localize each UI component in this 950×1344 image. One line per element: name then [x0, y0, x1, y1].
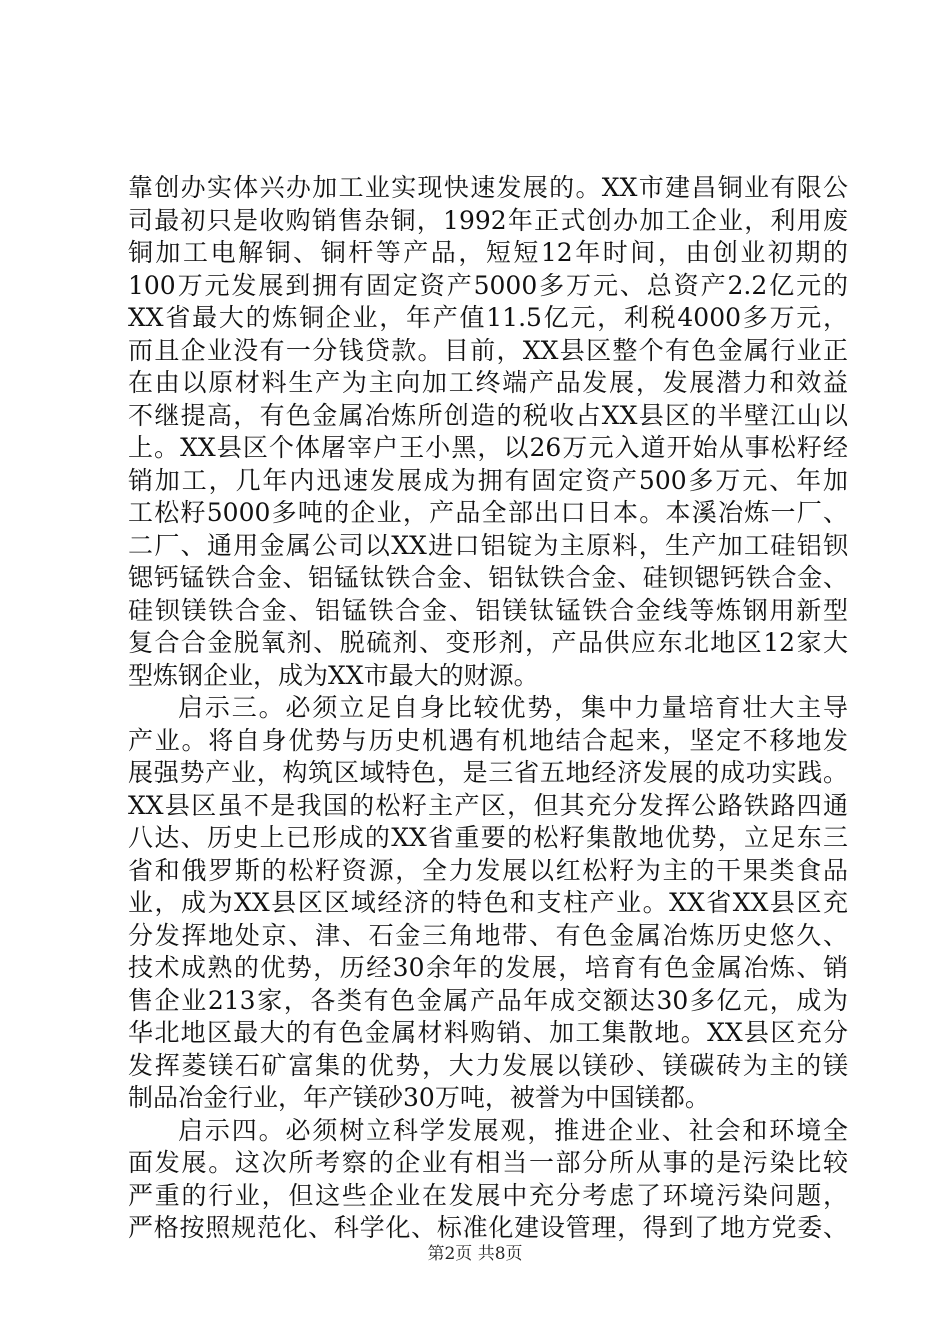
text-line: 华北地区最大的有色金属材料购销、加工集散地。XX县区充分 [128, 1018, 848, 1047]
text-line: XX县区虽不是我国的松籽主产区，但其充分发挥公路铁路四通 [128, 790, 848, 820]
text-line: 靠创办实体兴办加工业实现快速发展的。XX市建昌铜业有限公 [128, 173, 848, 202]
text-line: 型炼钢企业，成为XX市最大的财源。 [128, 660, 539, 690]
text-line: 在由以原材料生产为主向加工终端产品发展，发展潜力和效益 [128, 368, 848, 397]
text-line: 锶钙锰铁合金、铝锰钛铁合金、铝钛铁合金、硅钡锶钙铁合金、 [128, 563, 848, 592]
text-line: 业，成为XX县区区域经济的特色和支柱产业。XX省XX县区充 [128, 888, 848, 917]
text-line: 销加工，几年内迅速发展成为拥有固定资产500多万元、年加 [128, 465, 848, 495]
text-line: 二厂、通用金属公司以XX进口铝锭为主原料，生产加工硅铝钡 [128, 530, 848, 560]
text-line: 上。XX县区个体屠宰户王小黑，以26万元入道开始从事松籽经 [128, 433, 848, 462]
text-line: 100万元发展到拥有固定资产5000多万元、总资产2.2亿元的 [128, 270, 848, 300]
text-line: 司最初只是收购销售杂铜，1992年正式创办加工企业，利用废 [128, 205, 848, 235]
text-line: 工松籽5000多吨的企业，产品全部出口日本。本溪冶炼一厂、 [128, 498, 848, 527]
text-line: 发挥菱镁石矿富集的优势，大力发展以镁砂、镁碳砖为主的镁 [128, 1050, 848, 1080]
text-line: 启示四。必须树立科学发展观，推进企业、社会和环境全 [178, 1115, 848, 1145]
text-line: 铜加工电解铜、铜杆等产品，短短12年时间，由创业初期的 [128, 238, 848, 267]
body-text [128, 172, 848, 1245]
text-line: 八达、历史上已形成的XX省重要的松籽集散地优势，立足东三 [128, 823, 848, 852]
text-line: 分发挥地处京、津、石金三角地带、有色金属冶炼历史悠久、 [128, 920, 848, 950]
text-line: 不继提高，有色金属冶炼所创造的税收占XX县区的半壁江山以 [128, 400, 848, 430]
text-line: 展强势产业，构筑区域特色，是三省五地经济发展的成功实践。 [128, 758, 848, 787]
text-line: 硅钡镁铁合金、铝锰铁合金、铝镁钛锰铁合金线等炼钢用新型 [128, 595, 848, 625]
text-line: 省和俄罗斯的松籽资源，全力发展以红松籽为主的干果类食品 [128, 855, 848, 885]
text-line: 启示三。必须立足自身比较优势，集中力量培育壮大主导 [178, 693, 848, 722]
text-line: 严格按照规范化、科学化、标准化建设管理，得到了地方党委、 [128, 1213, 848, 1242]
text-line: 制品冶金行业，年产镁砂30万吨，被誉为中国镁都。 [128, 1083, 710, 1112]
text-line: 复合合金脱氧剂、脱硫剂、变形剂，产品供应东北地区12家大 [128, 628, 848, 657]
page-indicator: 第2页 共8页 [427, 1244, 523, 1264]
text-line: 严重的行业，但这些企业在发展中充分考虑了环境污染问题， [128, 1180, 848, 1210]
text-line: 面发展。这次所考察的企业有相当一部分所从事的是污染比较 [128, 1148, 848, 1177]
text-line: 售企业213家，各类有色金属产品年成交额达30多亿元，成为 [128, 985, 848, 1015]
text-line: 产业。将自身优势与历史机遇有机地结合起来，坚定不移地发 [128, 725, 848, 755]
text-line: 而且企业没有一分钱贷款。目前，XX县区整个有色金属行业正 [128, 335, 848, 365]
text-line: XX省最大的炼铜企业，年产值11.5亿元，利税4000多万元， [128, 303, 848, 332]
page-footer [0, 1243, 950, 1265]
text-line: 技术成熟的优势，历经30余年的发展，培育有色金属冶炼、销 [128, 953, 848, 982]
